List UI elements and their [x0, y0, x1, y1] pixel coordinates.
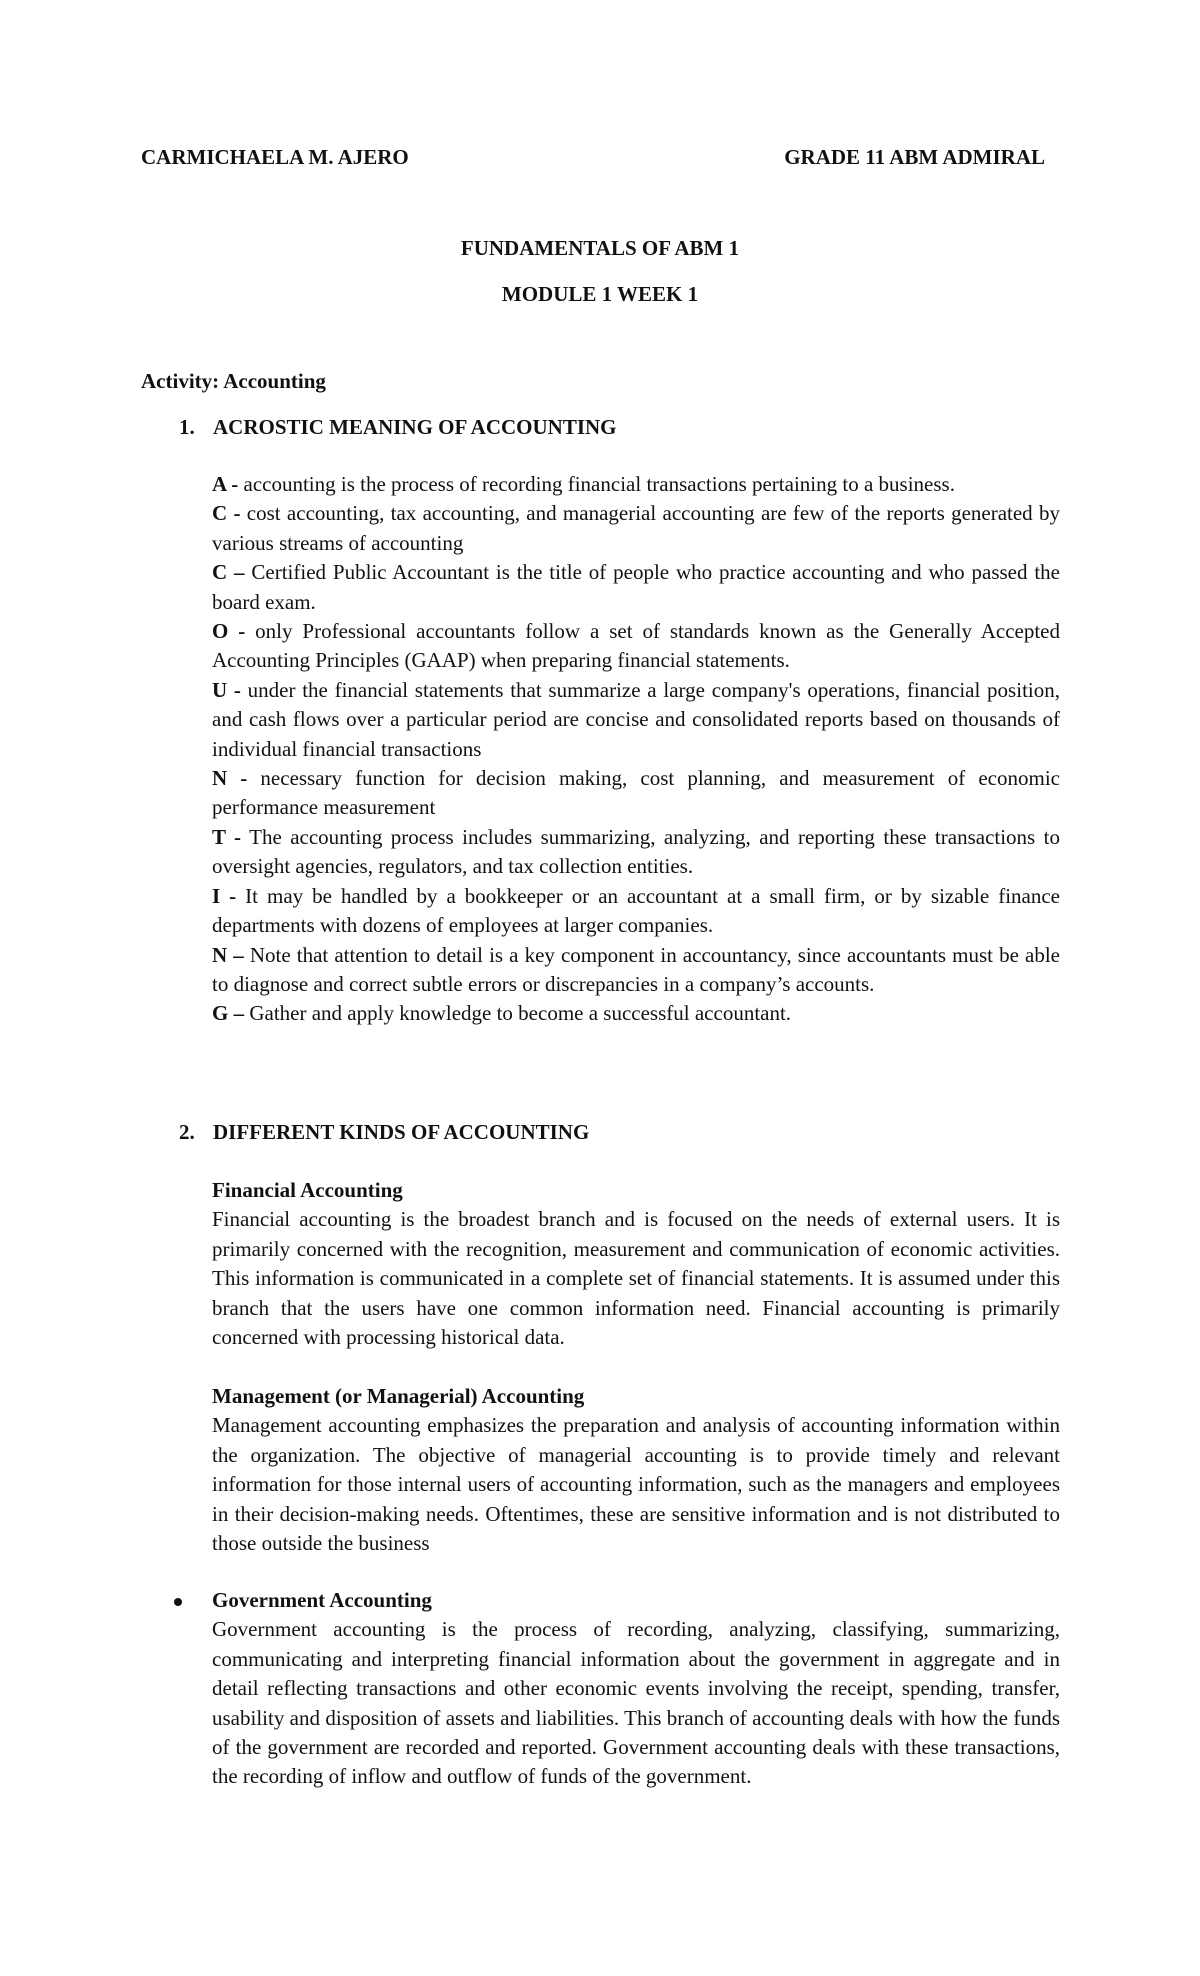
bullet-icon	[174, 1598, 182, 1606]
module-title: MODULE 1 WEEK 1	[501, 282, 699, 306]
student-name: CARMICHAELA M. AJERO	[141, 145, 409, 169]
acrostic-item: A - accounting is the process of recording financial transactions pertaining to a business.	[212, 472, 955, 496]
acrostic-item: C - cost accounting, tax accounting, and managerial accounting are few of the reports generated by various streams of accounting	[212, 501, 1060, 555]
government-accounting-section	[212, 1586, 1060, 1792]
acrostic-item: I - It may be handled by a bookkeeper or an accountant at a small firm, or by sizable finance departments with dozens of employees at larger companies.	[212, 883, 1060, 938]
section-2-number: 2.	[179, 1120, 195, 1144]
management-accounting-section	[212, 1382, 1060, 1558]
management-accounting-body: Management accounting emphasizes the preparation and analysis of accounting information within the organization. The objective of managerial accounting is to provide timely and relevant information for those internal users of accounting information, such as the managers and employees in their decision-making needs. Oftentimes, these are sensitive information and is not distributed to those outside the business	[212, 1413, 1060, 1556]
header-row	[141, 144, 1055, 170]
acrostic-item: U - under the financial statements that summarize a large company's operations, financial position, and cash flows over a particular period are concise and consolidated reports based on thousands of individual financial transactions	[212, 677, 1060, 761]
acrostic-item: C – Certified Public Accountant is the title of people who practice accounting and who passed the board exam.	[212, 560, 1060, 614]
financial-accounting-body: Financial accounting is the broadest branch and is focused on the needs of external users. It is primarily concerned with the recognition, measurement and communication of economic activities. This information is communicated in a complete set of financial statements. It is assumed under this branch that the users have one common information need. Financial accounting is primarily concerned with processing historical data.	[212, 1207, 1060, 1350]
subject-title: FUNDAMENTALS OF ABM 1	[460, 236, 740, 260]
section-1-number: 1.	[179, 415, 195, 439]
government-accounting-title: Government Accounting	[212, 1588, 432, 1612]
acrostic-item: T - The accounting process includes summarizing, analyzing, and reporting these transactions to oversight agencies, regulators, and tax collection entities.	[212, 824, 1060, 879]
financial-accounting-title: Financial Accounting	[212, 1178, 403, 1202]
section-1-title: ACROSTIC MEANING OF ACCOUNTING	[213, 415, 617, 439]
acrostic-item: G – Gather and apply knowledge to become a successful accountant.	[212, 1001, 792, 1026]
acrostic-item: N – Note that attention to detail is a key component in accountancy, since accountants must be able to diagnose and correct subtle errors or discrepancies in a company’s accounts.	[212, 942, 1060, 996]
acrostic-item: N - necessary function for decision making, cost planning, and measurement of economic performance measurement	[212, 766, 1060, 820]
acrostic-item: O - only Professional accountants follow a set of standards known as the Generally Accepted Accounting Principles (GAAP) when preparing financial statements.	[212, 619, 1060, 673]
activity-label: Activity: Accounting	[141, 369, 326, 393]
section-1-heading	[179, 414, 617, 440]
section-2-heading	[179, 1119, 589, 1145]
section-2-title: DIFFERENT KINDS OF ACCOUNTING	[213, 1120, 590, 1144]
grade-section: GRADE 11 ABM ADMIRAL	[784, 145, 1045, 169]
acrostic-list	[212, 470, 1060, 1029]
management-accounting-title: Management (or Managerial) Accounting	[212, 1384, 585, 1408]
government-accounting-body: Government accounting is the process of recording, analyzing, classifying, summarizing, communicating and interpreting financial information about the government in aggregate and in detail reflecting transactions and other economic events involving the receipt, spending, transfer, usability and disposition of assets and liabilities. This branch of accounting deals with how the funds of the government are recorded and reported. Government accounting deals with these transactions, the recording of inflow and outflow of funds of the government.	[212, 1617, 1060, 1789]
financial-accounting-section	[212, 1176, 1060, 1352]
